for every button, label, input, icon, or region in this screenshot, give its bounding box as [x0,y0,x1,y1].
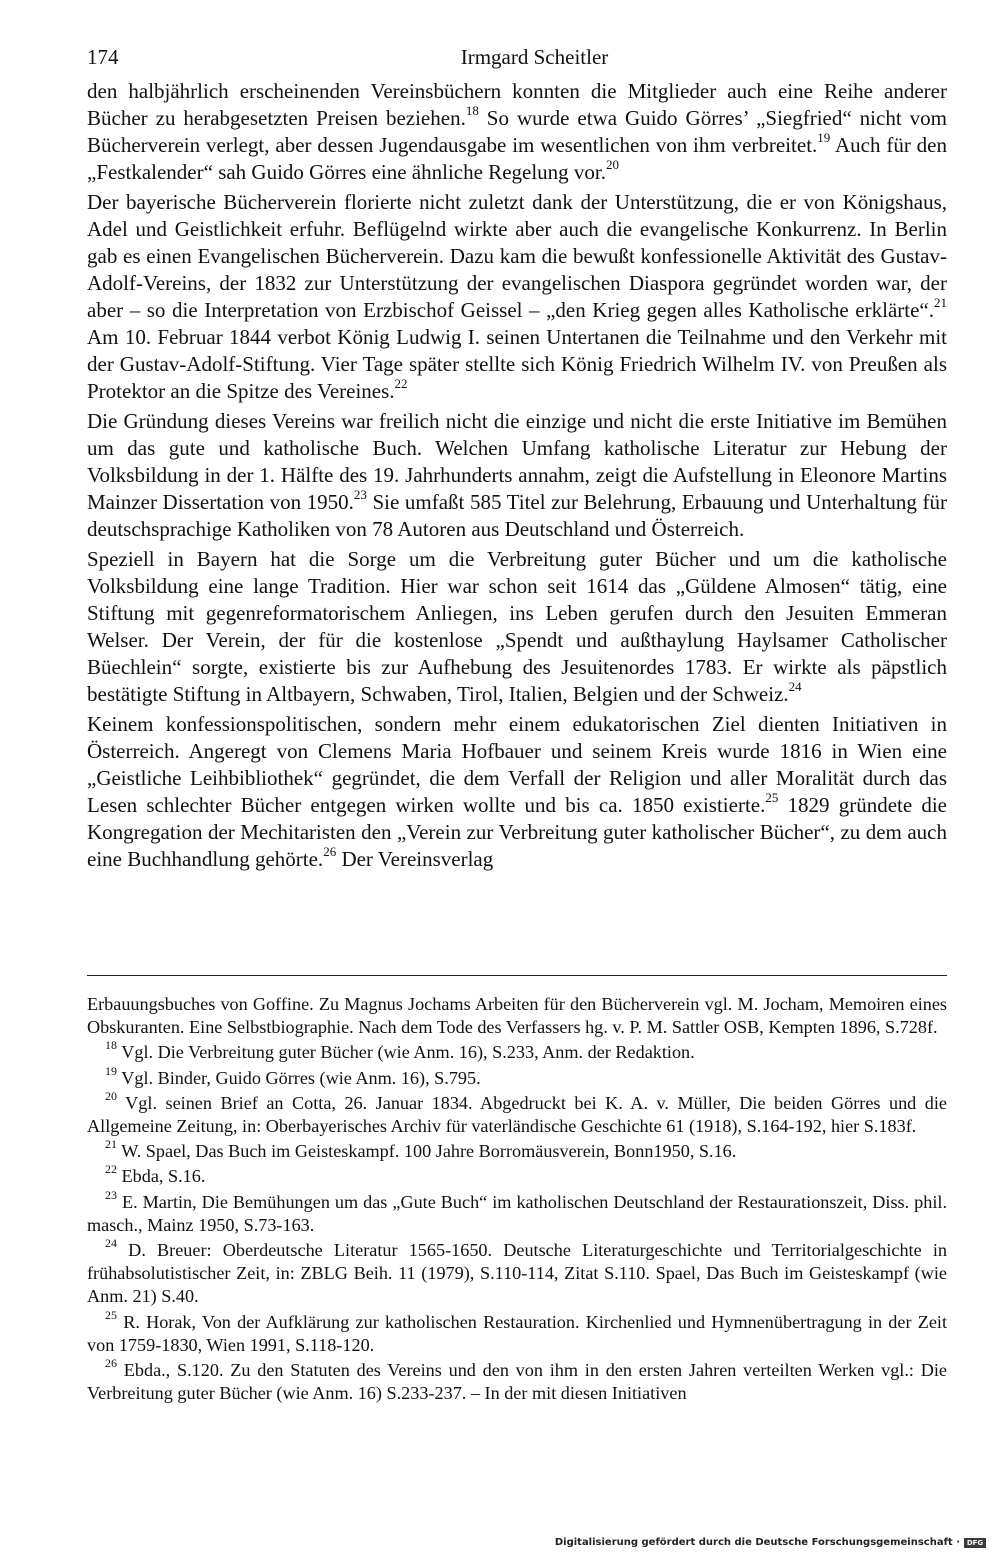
text-run: Keinem konfessionspolitischen, sondern mehr einem edukatorischen Ziel dienten Initiativen in Österreich. Angeregt von Clemens Maria Hofbauer und seinem Kreis wurde 1816 in Wien eine „Geistliche Leihbibliothek“ gegründet, die dem Verfall der Religion und aller Moralität durch das Lesen schlechter Bücher entgegen wirken wollte und bis ca. 1850 existierte. [87,712,947,817]
footnote-number: 22 [105,1162,117,1177]
footnote-text: Vgl. Die Verbreitung guter Bücher (wie Anm. 16), S.233, Anm. der Redaktion. [117,1042,695,1063]
footnote-number: 20 [105,1088,117,1103]
text-run: Der bayerische Bücherverein florierte nicht zuletzt dank der Unterstützung, die er von Königshaus, Adel und Geistlichkeit erfuhr. Beflügelnd wirkte aber auch die evangelische Konkurrenz. In Berlin gab es einen Evangelischen Bücherverein. Dazu kam die bewußt konfessionelle Aktivität des Gustav-Adolf-Vereins, der 1832 zur Unterstützung der evangelischen Diaspora gegründet worden war, der aber – so die Interpretation von Erzbischof Geissel – „den Krieg gegen alles Katholische erklärte“. [87,190,947,322]
footnote-ref-21[interactable]: 21 [934,295,947,310]
paragraph-3 [87,408,947,543]
footnote-number: 26 [105,1355,117,1370]
footnote-number: 24 [105,1235,117,1250]
page-header [87,42,947,72]
text-run: Speziell in Bayern hat die Sorge um die Verbreitung guter Bücher und um die katholische Volksbildung eine lange Tradition. Hier war schon seit 1614 das „Güldene Almosen“ tätig, eine Stiftung mit gegenreformatorischem Anliegen, ins Leben gerufen durch den Jesuiten Emmeran Welser. Der Verein, der für die kostenlose „Spendt und außthaylung Haylsamer Catholischer Büechlein“ sorgte, existierte bis zur Aufhebung des Jesuitenordes 1783. Er wirkte als päpstlich bestätigte Stiftung in Altbayern, Schwaben, Tirol, Italien, Belgien und der Schweiz. [87,547,947,706]
footnote-number: 23 [105,1187,117,1202]
footnotes [87,993,947,1407]
dfg-logo-icon: DFG [964,1538,986,1548]
footnote-text: Ebda, S.16. [117,1166,206,1187]
footnote-text: Ebda., S.120. Zu den Statuten des Vereins und den von ihm in den ersten Jahren verteilten Werken vgl.: Die Verbreitung guter Bücher (wie Anm. 16) S.233-237. – In der mit diesen Initiativen [87,1360,947,1404]
footnote-text: Vgl. Binder, Guido Görres (wie Anm. 16), S.795. [117,1067,481,1088]
text-run: So wurde etwa Guido Görres’ „Siegfried“ nicht vom Bücherverein verlegt, aber dessen Jugendausgabe im wesentlichen von ihm verbreitet. [87,106,947,157]
footnote-21 [87,1137,947,1163]
text-run: Die Gründung dieses Vereins war freilich nicht die einzige und nicht die erste Initiative im Bemühen um das gute und katholische Buch. Welchen Umfang katholische Literatur zur Hebung der Volksbildung in der 1. Hälfte des 19. Jahrhunderts annahm, zeigt die Aufstellung in Eleonore Martins Mainzer Dissertation von 1950. [87,409,947,514]
footnote-26 [87,1355,947,1405]
credit-text: Digitalisierung gefördert durch die Deutsche Forschungsgemeinschaft · [554,1537,960,1548]
text-run: Am 10. Februar 1844 verbot König Ludwig I. seinen Untertanen die Teilnahme und den Verkehr mit der Gustav-Adolf-Stiftung. Vier Tage später stellte sich König Friedrich Wilhelm IV. von Preußen als Protektor an die Spitze des Vereines. [87,325,947,403]
footnote-20 [87,1088,947,1138]
text-run: den halbjährlich erscheinenden Vereinsbüchern konnten die Mitglieder auch eine Reihe anderer Bücher zu herabgesetzten Preisen beziehen. [87,79,947,130]
running-head: Irmgard Scheitler [460,45,609,69]
footnote-number: 18 [105,1038,117,1053]
footnote-22 [87,1162,947,1188]
footnote-number: 19 [105,1063,117,1078]
text-run: 1829 gründete die Kongregation der Mechitaristen den „Verein zur Verbreitung guter katholischer Bücher“, zu dem auch eine Buchhandlung gehörte. [87,793,948,871]
footnote-ref-23[interactable]: 23 [353,487,367,502]
page-number: 174 [87,45,119,69]
footnote-23 [87,1187,947,1237]
footnote-18 [87,1038,947,1064]
footnote-text: W. Spael, Das Buch im Geisteskampf. 100 Jahre Borromäusverein, Bonn1950, S.16. [117,1141,737,1162]
main-text [87,78,947,873]
footnote-ref-18[interactable]: 18 [465,103,479,118]
footnote-25 [87,1307,947,1357]
text-run: Der Vereinsverlag [336,847,494,871]
footnote-ref-25[interactable]: 25 [765,790,779,805]
footnote-19 [87,1063,947,1090]
paragraph-2 [87,189,947,405]
digitization-credit [555,1537,986,1548]
paragraph-4 [87,546,947,708]
footnote-continuation: Erbauungsbuches von Goffine. Zu Magnus Jochams Arbeiten für den Bücherverein vgl. M. Jocham, Memoiren eines Obskuranten. Eine Selbstbiographie. Nach dem Tode des Verfassers hg. v. P. M. Sattler OSB, Kempten 1896, S.728f. [87,994,947,1038]
footnote-24 [87,1235,947,1309]
footnote-text: D. Breuer: Oberdeutsche Literatur 1565-1650. Deutsche Literaturgeschichte und Territorialgeschichte in frühabsolutistischer Zeit, in: ZBLG Beih. 11 (1979), S.110-114, Zitat S.110. Spael, Das Buch im Geisteskampf (wie Anm. 21) S.40. [87,1240,947,1307]
footnote-number: 21 [105,1137,117,1152]
footnote-number: 25 [105,1307,117,1322]
footnote-ref-22[interactable]: 22 [394,376,408,391]
text-run: Sie umfaßt 585 Titel zur Belehrung, Erbauung und Unterhaltung für deutschsprachige Katholiken von 78 Autoren aus Deutschland und Österreich. [87,490,947,541]
footnote-ref-20[interactable]: 20 [606,157,620,172]
footnote-ref-26[interactable]: 26 [323,844,337,859]
footnote-text: Vgl. seinen Brief an Cotta, 26. Januar 1834. Abgedruckt bei K. A. v. Müller, Die beiden Görres und die Allgemeine Zeitung, in: Oberbayerisches Archiv für vaterländische Geschichte 61 (1918), S.164-192, hier S.183f. [87,1092,947,1137]
footnote-text: R. Horak, Von der Aufklärung zur katholischen Restauration. Kirchenlied und Hymnenübertragung in der Zeit von 1759-1830, Wien 1991, S.118-120. [87,1311,947,1355]
footnote-ref-19[interactable]: 19 [817,130,831,145]
paragraph-1 [87,78,947,186]
paragraph-5 [87,711,947,873]
footnote-text: E. Martin, Die Bemühungen um das „Gute Buch“ im katholischen Deutschland der Restaurationszeit, Diss. phil. masch., Mainz 1950, S.73-163. [87,1191,947,1235]
text-run: Auch für den „Festkalender“ sah Guido Görres eine ähnliche Regelung vor. [87,133,948,184]
footnote-ref-24[interactable]: 24 [788,679,802,694]
footnote-divider [87,975,947,976]
